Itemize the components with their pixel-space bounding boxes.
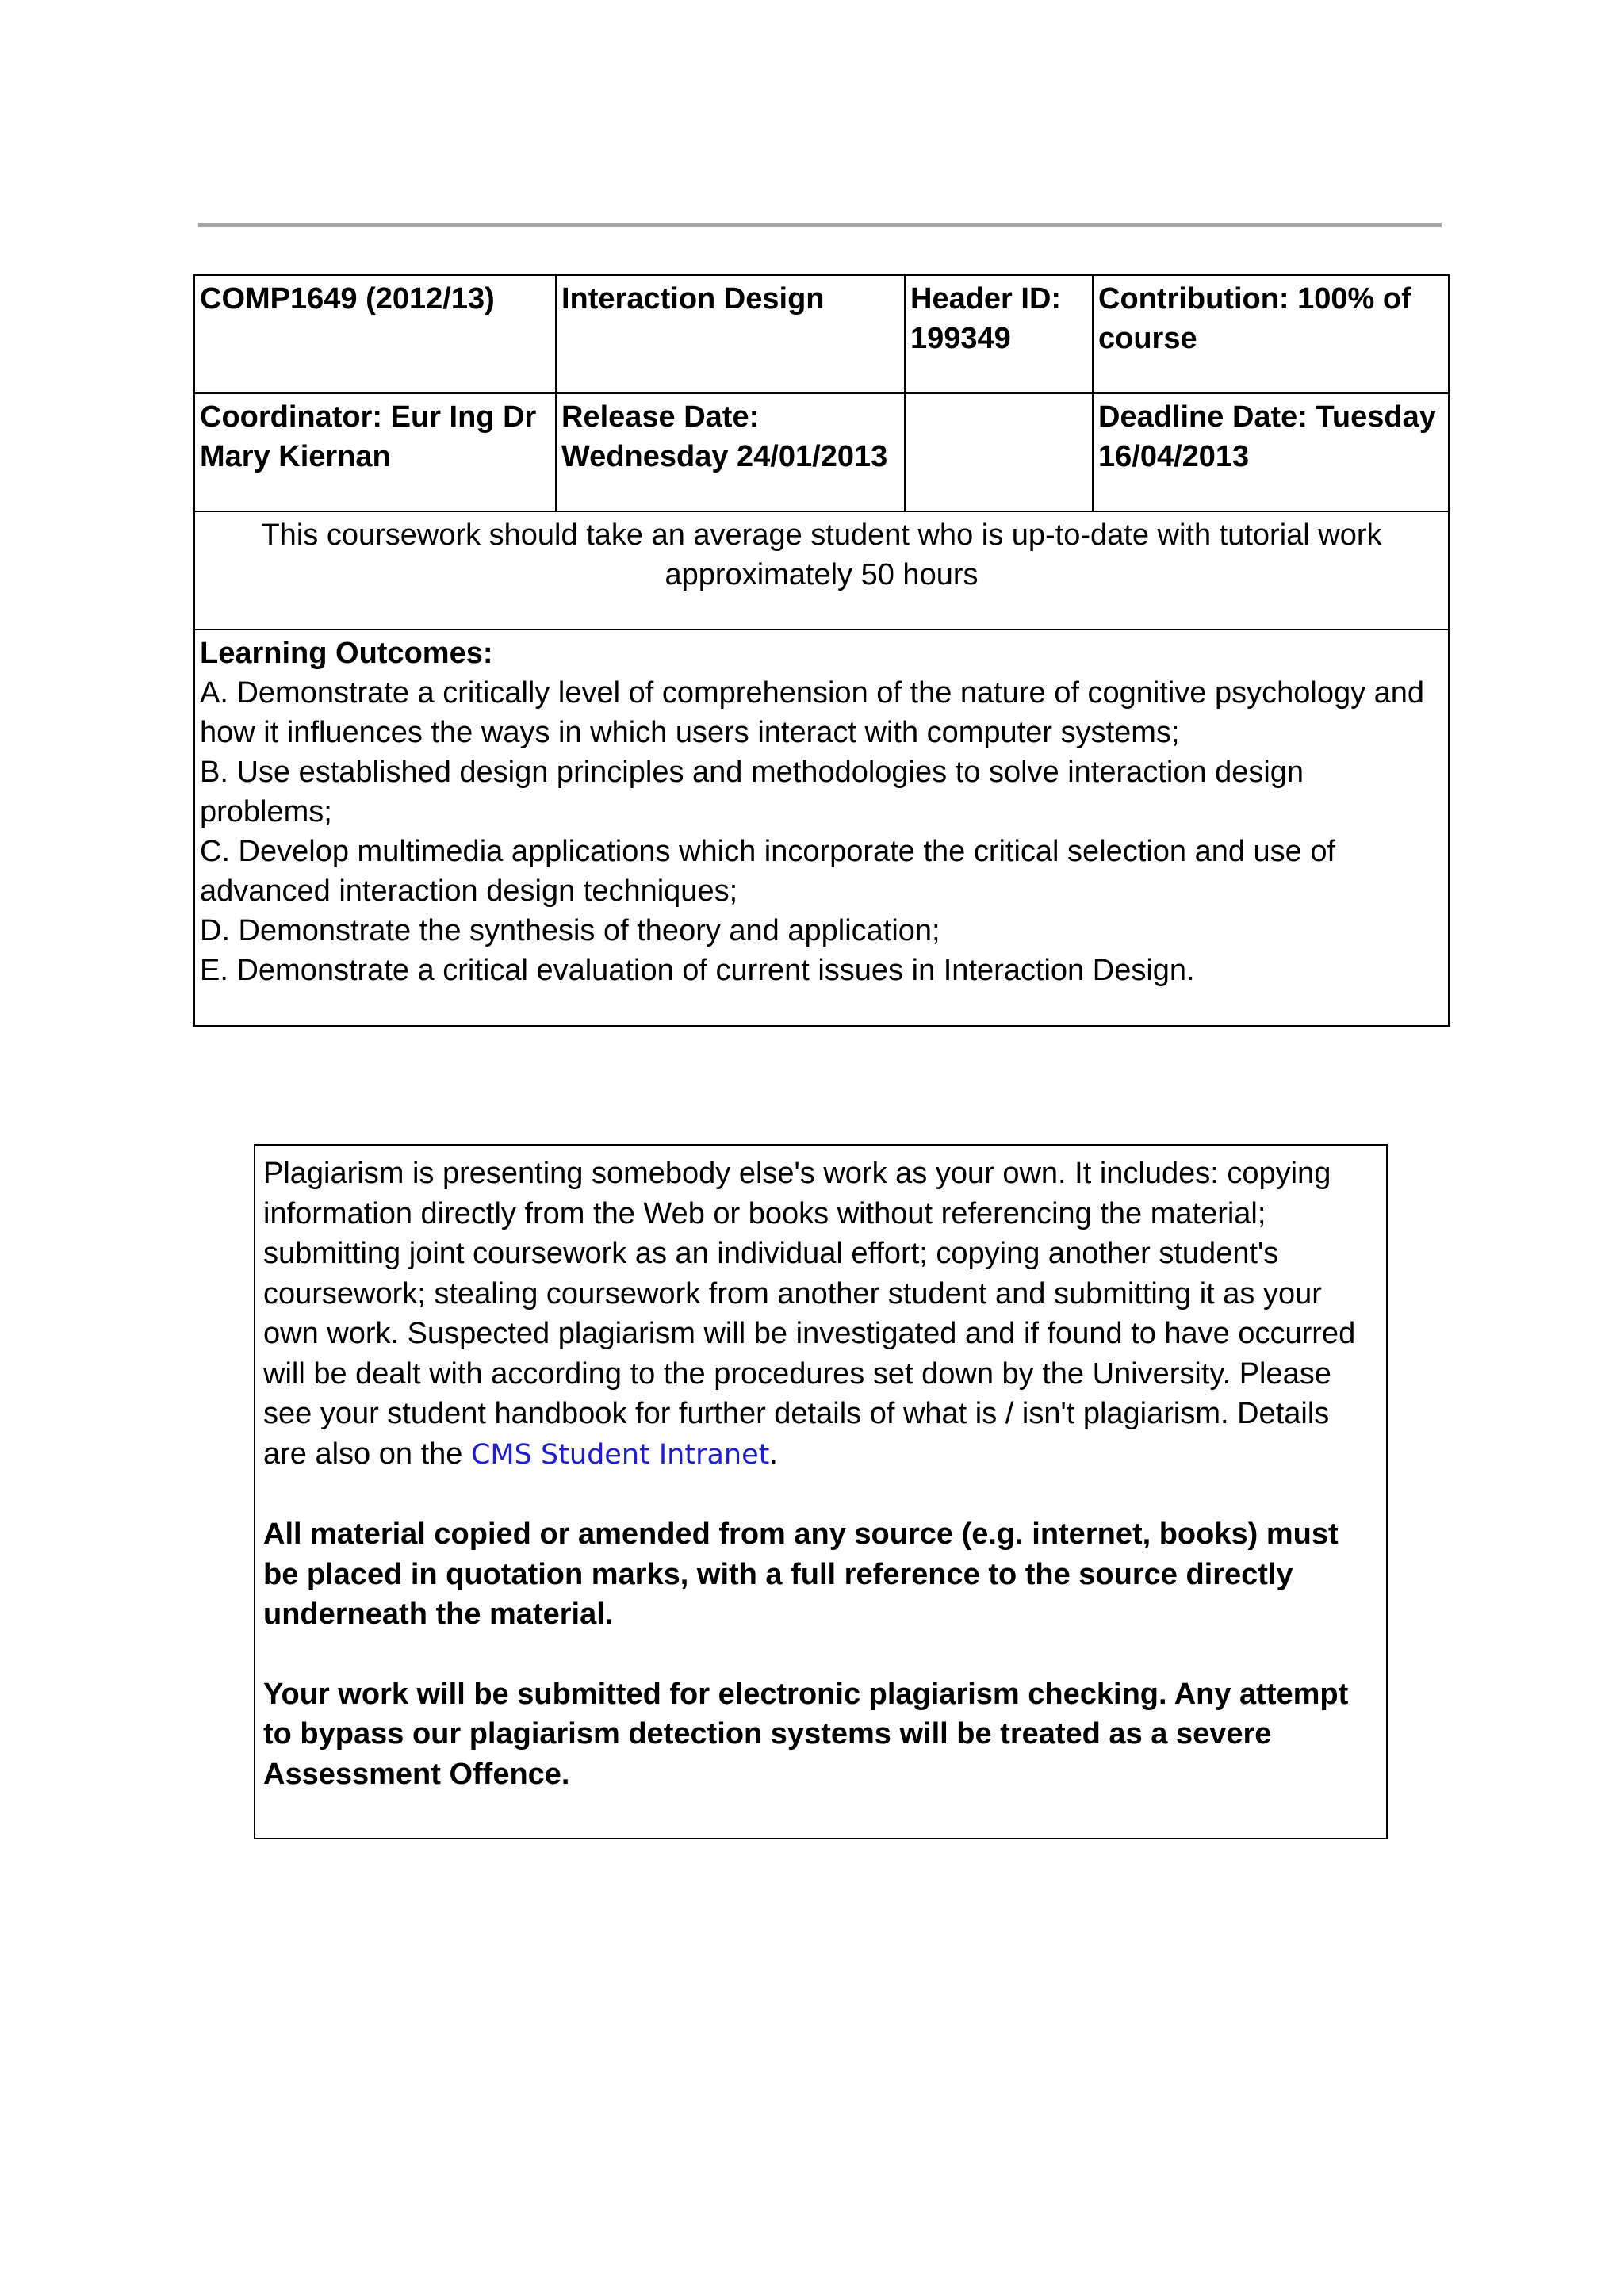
deadline-date: Deadline Date: Tuesday 16/04/2013 xyxy=(1093,393,1449,511)
empty-cell xyxy=(905,393,1093,511)
plagiarism-intro-text: Plagiarism is presenting somebody else's work as your own. It includes: copying information directly from the Web or books without referencing the material; submitting joint coursework as an individual effort; copying another student's coursework; stealing coursework from another student and submitting it as your own work. Suspected plagiarism will be investigated and if found to have occurred will be dealt with according to the procedures set down by the University. Please see your student handbook for further details of what is / isn't plagiarism. Details are also on the xyxy=(263,1157,1356,1471)
header-divider xyxy=(198,223,1442,227)
module-code: COMP1649 (2012/13) xyxy=(194,275,556,393)
plagiarism-notice xyxy=(254,1144,1388,1839)
link-suffix: . xyxy=(769,1437,778,1471)
effort-note: This coursework should take an average student who is up-to-date with tutorial work approximately 50 hours xyxy=(194,511,1449,629)
plagiarism-checking-rule: Your work will be submitted for electronic plagiarism checking. Any attempt to bypass our plagiarism detection systems will be treated as a severe Assessment Offence. xyxy=(263,1677,1349,1791)
cms-student-intranet-link[interactable]: CMS Student Intranet xyxy=(470,1438,770,1471)
release-date: Release Date: Wednesday 24/01/2013 xyxy=(556,393,905,511)
learning-outcome-item: C. Develop multimedia applications which incorporate the critical selection and use of advanced interaction design techniques; xyxy=(200,835,1336,908)
learning-outcomes-title: Learning Outcomes: xyxy=(200,637,493,670)
header-id: Header ID: 199349 xyxy=(905,275,1093,393)
learning-outcome-item: E. Demonstrate a critical evaluation of current issues in Interaction Design. xyxy=(200,954,1195,987)
contribution: Contribution: 100% of course xyxy=(1093,275,1449,393)
learning-outcome-item: A. Demonstrate a critically level of comprehension of the nature of cognitive psychology and how it influences the ways in which users interact with computer systems; xyxy=(200,676,1425,749)
plagiarism-intro xyxy=(263,1154,1378,1475)
module-title: Interaction Design xyxy=(556,275,905,393)
quotation-rule: All material copied or amended from any source (e.g. internet, books) must be placed in quotation marks, with a full reference to the source directly underneath the material. xyxy=(263,1517,1339,1631)
learning-outcomes xyxy=(194,629,1449,1026)
learning-outcome-item: D. Demonstrate the synthesis of theory and application; xyxy=(200,914,940,947)
coursework-info-table xyxy=(193,274,1450,1027)
coordinator: Coordinator: Eur Ing Dr Mary Kiernan xyxy=(194,393,556,511)
learning-outcome-item: B. Use established design principles and methodologies to solve interaction design problems; xyxy=(200,756,1304,828)
